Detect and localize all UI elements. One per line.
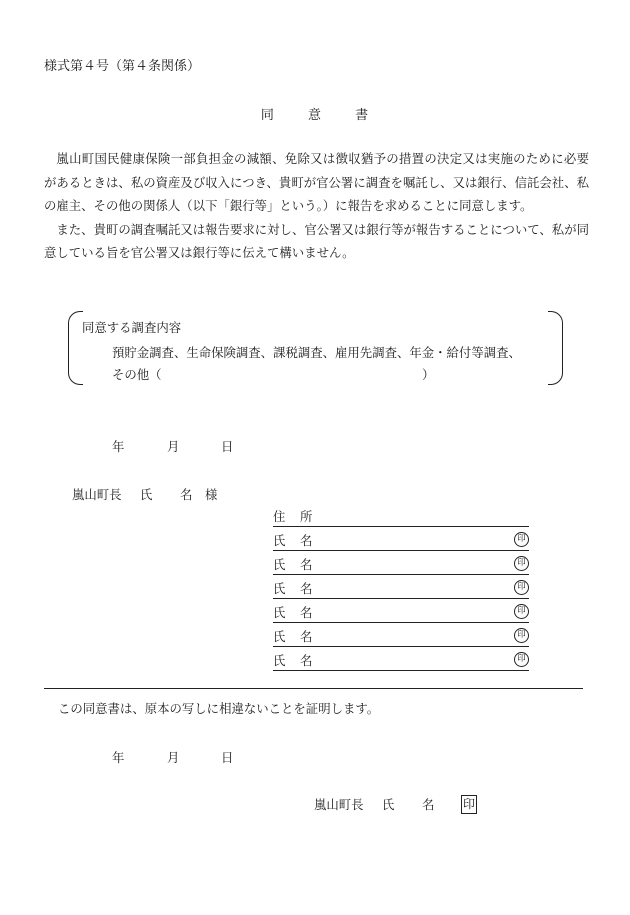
day-label: 日 [221,439,234,454]
official-seal-box: 印 [461,795,477,814]
address-line[interactable] [273,506,529,527]
name-label-2: 名 [300,653,313,668]
certifier-shi: 氏 [382,797,395,812]
addressee-mei: 名 [180,487,193,502]
certification-text: この同意書は、原本の写しに相違ないことを証明します。 [58,701,380,716]
section-divider [44,688,583,689]
consent-box-heading: 同意する調査内容 [82,320,182,335]
seal-mark: 印 [514,628,529,643]
form-number: 様式第４号（第４条関係） [44,59,201,74]
other-label: その他（ [112,367,162,382]
name-label-2: 名 [300,533,313,548]
signature-line[interactable] [273,578,529,599]
addressee-office: 嵐山町長 [72,487,122,502]
consent-body [44,147,589,265]
name-label-2: 名 [300,557,313,572]
seal-mark: 印 [514,580,529,595]
consent-paragraph-1: 嵐山町国民健康保険一部負担金の減額、免除又は徴収猶予の措置の決定又は実施のために必要があるときは、私の資産及び収入につき、貴町が官公署に調査を嘱託し、又は銀行、信託会社、私の雇主、その他の関係人（以下「銀行等」という。）に報告を求めることに同意します。 [44,151,589,213]
consent-box-items: 預貯金調査、生命保険調査、課税調査、雇用先調査、年金・給付等調査、 [112,345,521,360]
certification-date-line [0,748,630,768]
address-label-1: 住 [273,509,286,524]
seal-mark: 印 [514,556,529,571]
day-label: 日 [221,750,234,765]
addressee-shi: 氏 [140,487,153,502]
month-label: 月 [167,439,180,454]
certifier-mei: 名 [422,797,435,812]
document-title [0,104,630,123]
name-label-1: 氏 [273,533,286,548]
signature-line[interactable] [273,602,529,623]
name-label-1: 氏 [273,557,286,572]
year-label: 年 [112,439,125,454]
name-label-1: 氏 [273,653,286,668]
signature-line[interactable] [273,626,529,647]
addressee [72,485,218,503]
signature-line[interactable] [273,530,529,551]
consent-box-other [112,365,435,383]
signature-line[interactable] [273,554,529,575]
seal-mark: 印 [514,652,529,667]
signature-line[interactable] [273,650,529,671]
certifier-office: 嵐山町長 [314,797,364,812]
right-bracket [548,311,563,385]
name-label-1: 氏 [273,605,286,620]
left-bracket [68,311,83,385]
seal-mark: 印 [514,604,529,619]
consent-paragraph-2: また、貴町の調査嘱託又は報告要求に対し、官公署又は銀行等が報告することについて、私が同意している旨を官公署又は銀行等に伝えて構いません。 [44,221,589,260]
name-label-2: 名 [300,605,313,620]
title-char: 書 [355,108,370,123]
year-label: 年 [112,750,125,765]
date-line [0,437,630,457]
name-label-2: 名 [300,629,313,644]
name-label-1: 氏 [273,629,286,644]
month-label: 月 [167,750,180,765]
title-char: 意 [307,108,322,123]
name-label-1: 氏 [273,581,286,596]
name-label-2: 名 [300,581,313,596]
addressee-sama: 様 [205,487,218,502]
certifier [314,795,484,815]
other-close-paren: ） [422,367,435,382]
seal-mark: 印 [514,532,529,547]
address-label-2: 所 [300,509,313,524]
title-char: 同 [260,108,275,123]
